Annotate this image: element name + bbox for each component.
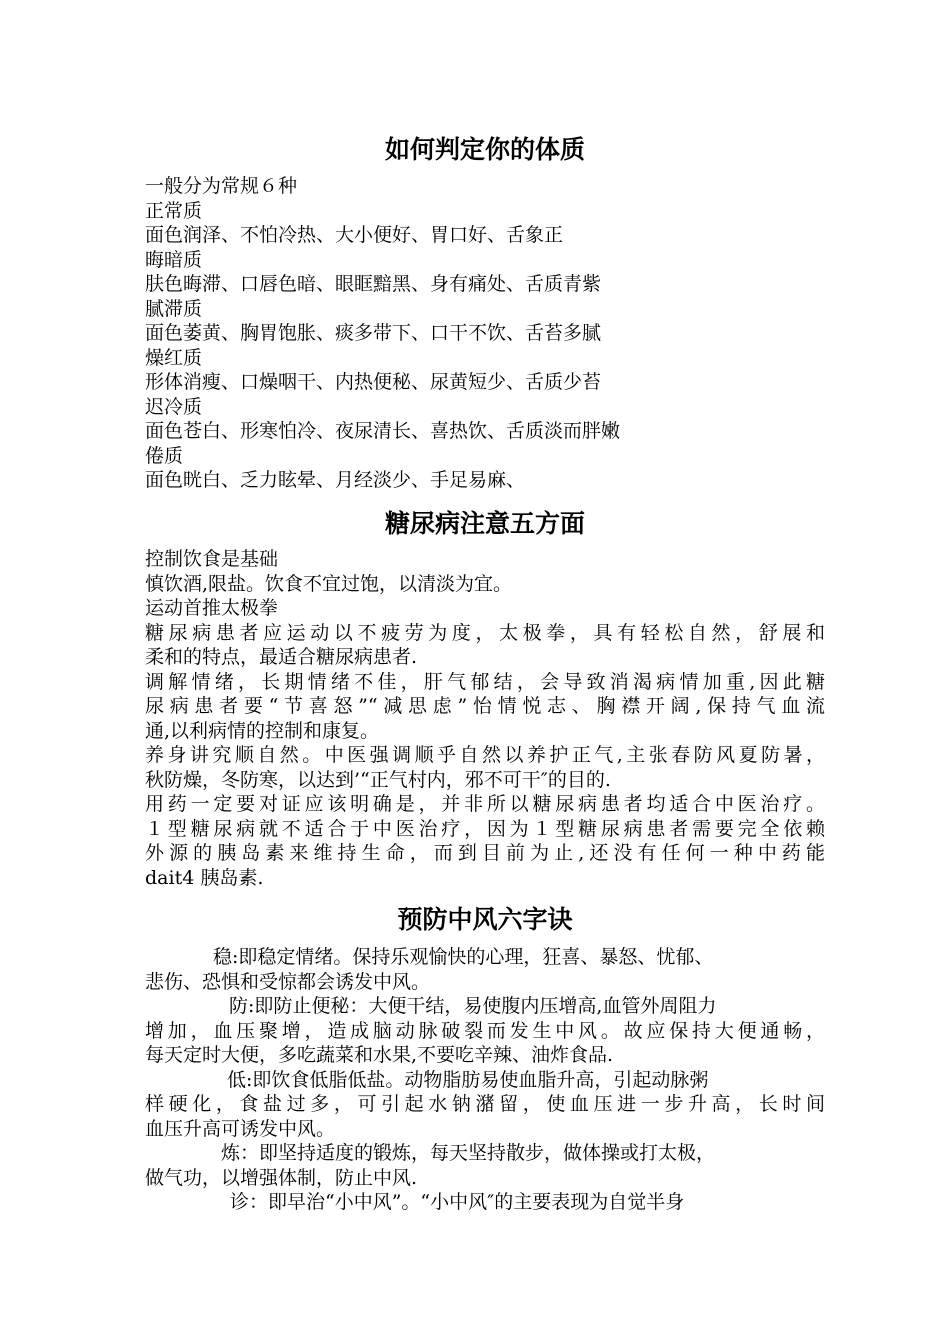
- text-line: 倦质: [145, 444, 184, 467]
- text-line: 慎饮酒,限盐。饮食不宜过饱，以清淡为宜。: [145, 572, 513, 595]
- text-line: 增加，血压聚增，造成脑动脉破裂而发生中风。故应保持大便通畅，: [145, 1019, 825, 1042]
- text-line: 外源的胰岛素来维持生命，而到目前为止,还没有任何一种中药能: [145, 842, 825, 864]
- text-line: 运动首推太极拳: [145, 597, 279, 619]
- section-title-diabetes: 糖尿病注意五方面: [384, 509, 585, 538]
- text-line: 柔和的特点，最适合糖尿病患者.: [145, 646, 418, 668]
- text-line: 正常质: [145, 199, 203, 222]
- text-line: １型糖尿病就不适合于中医治疗，因为１型糖尿病患者需要完全依赖: [145, 817, 825, 840]
- section-body-diabetes: [145, 547, 825, 890]
- text-line: 肤色晦滞、口唇色暗、眼眶黯黑、身有痛处、舌质青紫: [145, 273, 602, 295]
- text-line: 一般分为常规６种: [145, 175, 298, 197]
- text-line: 做气功，以增强体制，防止中风.: [145, 1166, 418, 1189]
- text-line: 通,以利病情的控制和康复。: [145, 719, 380, 742]
- text-line: 面色晄白、乏力眩晕、月经淡少、手足易麻、: [145, 469, 526, 491]
- section-title-constitution: 如何判定你的体质: [384, 135, 585, 164]
- text-line: 稳:即稳定情绪。保持乐观愉快的心理，狂喜、暴怒、忧郁、: [213, 946, 714, 968]
- text-line: 迟冷质: [145, 395, 203, 418]
- text-line: 糖尿病患者应运动以不疲劳为度，太极拳，具有轻松自然，舒展和: [145, 621, 825, 644]
- text-line: 防:即防止便秘：大便干结，易使腹内压增高,血管外周阻力: [229, 995, 717, 1017]
- text-line: 养身讲究顺自然。中医强调顺乎自然以养护正气,主张春防风夏防暑，: [145, 744, 825, 766]
- text-line: 燥红质: [145, 346, 203, 369]
- text-line: 尿病患者要“节喜怒”“减思虑”怡情悦志、胸襟开阔,保持气血流: [145, 695, 825, 717]
- text-line: 控制饮食是基础: [145, 548, 279, 570]
- text-line: 形体消瘦、口燥咽干、内热便秘、尿黄短少、舌质少苔: [145, 371, 602, 393]
- section-body-stroke: [145, 945, 825, 1215]
- text-line: 诊：即早治“小中风”。“小中风″的主要表现为自觉半身: [230, 1191, 685, 1213]
- text-line: 秋防燥，冬防寒，以达到’“正气村内，邪不可干″的目的.: [145, 768, 611, 791]
- section-title-stroke: 预防中风六字诀: [397, 905, 573, 934]
- text-line: 血压升高可诱发中风。: [145, 1117, 336, 1140]
- text-line: dait4 胰岛素.: [145, 866, 264, 889]
- text-line: 面色润泽、不怕冷热、大小便好、胃口好、舌象正: [145, 224, 564, 246]
- text-line: 悲伤、恐惧和受惊都会诱发中风。: [145, 970, 431, 993]
- section-body-constitution: [145, 174, 825, 493]
- text-line: 每天定时大便，多吃蔬菜和水果,不要吃辛辣、油炸食品.: [145, 1044, 614, 1066]
- text-line: 腻滞质: [145, 297, 203, 320]
- text-line: 低:即饮食低脂低盐。动物脂肪易使血脂升高，引起动脉粥: [227, 1068, 709, 1091]
- text-line: 面色萎黄、胸胃饱胀、痰多带下、口干不饮、舌苔多腻: [145, 322, 602, 344]
- text-line: 调解情绪，长期情绪不佳，肝气郁结，会导致消渴病情加重,因此糖: [145, 670, 825, 693]
- text-line: 用药一定要对证应该明确是，并非所以糖尿病患者均适合中医治疗。: [145, 793, 825, 815]
- text-line: 样硬化，食盐过多，可引起水钠潴留，使血压进一步升高，长时间: [145, 1093, 825, 1115]
- text-line: 晦暗质: [145, 248, 203, 271]
- text-line: 面色苍白、形寒怕冷、夜尿清长、喜热饮、舌质淡而胖嫩: [145, 420, 621, 442]
- text-line: 炼：即坚持适度的锻炼，每天坚持散步，做体操或打太极，: [221, 1142, 716, 1164]
